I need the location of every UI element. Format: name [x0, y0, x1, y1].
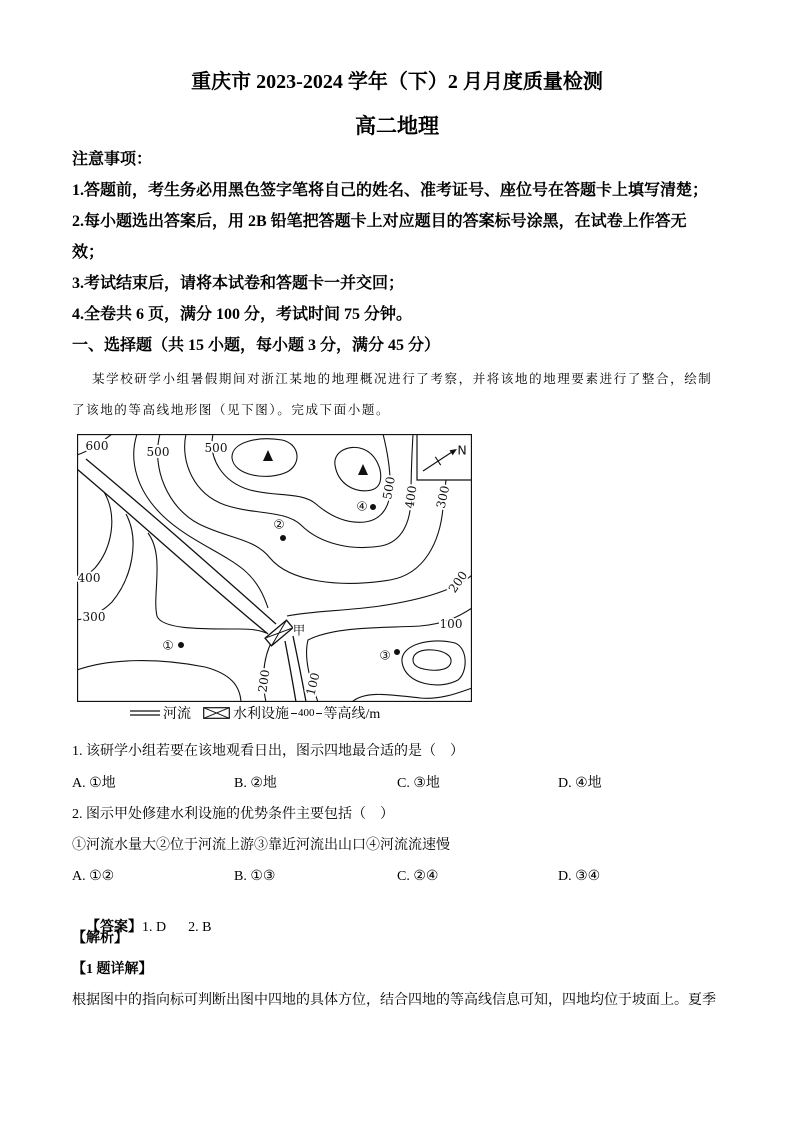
point-label-3: ③: [379, 647, 391, 663]
point-label-2: ②: [273, 516, 285, 532]
notice-line-3: 3.考试结束后，请将本试卷和答题卡一并交回；: [72, 275, 405, 292]
contour-label-500-b: 500: [204, 441, 228, 455]
map-legend: [130, 703, 380, 723]
point-marker-1: [178, 642, 184, 648]
contour-line: [77, 661, 241, 702]
facility-legend-icon: [203, 707, 230, 719]
contour-line: [413, 650, 451, 670]
section-title: 一、选择题（共 15 小题，每小题 3 分，满分 45 分）: [72, 337, 441, 354]
site-label-jia: 甲: [292, 622, 306, 638]
answer-line: [72, 898, 211, 958]
point-marker-2: [280, 535, 286, 541]
river-legend-icon: [130, 708, 160, 718]
point-label-1: ①: [162, 637, 174, 653]
question-1-option-c: C. ③地: [397, 776, 440, 791]
point-label-4: ④: [356, 498, 368, 514]
subject-title: 高二地理: [355, 114, 439, 138]
question-2-statements: ①河流水量大②位于河流上游③靠近河流出山口④河流流速慢: [72, 838, 450, 853]
peak-marker: [358, 464, 368, 475]
notice-heading: 注意事项：: [72, 151, 153, 168]
page-title: 重庆市 2023-2024 学年（下）2 月月度质量检测: [191, 71, 603, 93]
question-1-option-d: D. ④地: [558, 776, 602, 791]
contour-line: [134, 434, 268, 608]
notice-line-2: 2.每小题选出答案后，用 2B 铅笔把答题卡上对应题目的答案标号涂黑，在试卷上作答无: [72, 213, 687, 230]
legend-facility-label: 水利设施: [233, 707, 289, 722]
question-2-option-a: A. ①②: [72, 869, 115, 884]
contour-line: [335, 447, 381, 490]
contour-label-600: 600: [85, 439, 109, 453]
intro-line-2: 了该地的等高线地形图（见下图）。完成下面小题。: [72, 402, 391, 417]
answer-label: 【答案】: [86, 920, 142, 935]
question-2-stem: 2. 图示甲处修建水利设施的优势条件主要包括（ ）: [72, 807, 394, 822]
analysis-text: 根据图中的指向标可判断出图中四地的具体方位，结合四地的等高线信息可知，四地均位于坡面上。夏季: [72, 993, 716, 1008]
answer-2: 2. B: [188, 920, 212, 935]
point-marker-3: [394, 649, 400, 655]
question-2-option-b: B. ①③: [234, 869, 276, 884]
contour-map: [77, 434, 472, 702]
contour-label-400-left: 400: [77, 571, 101, 585]
contour-label-100-bottom: 100: [303, 671, 323, 697]
north-label: N: [457, 442, 467, 458]
contour-line: [402, 641, 465, 685]
contour-legend-dash: [291, 713, 297, 714]
peak-marker: [263, 450, 273, 461]
contour-label-200-bottom: 200: [255, 668, 273, 694]
legend-river-label: 河流: [163, 707, 191, 722]
question-1-option-a: A. ①地: [72, 776, 116, 791]
contour-label-200-right: 200: [445, 568, 471, 596]
notice-line-1: 1.答题前，考生务必用黑色签字笔将自己的姓名、准考证号、座位号在答题卡上填写清楚；: [72, 182, 709, 199]
contour-legend-dash: [316, 713, 322, 714]
contour-label-300-right: 300: [433, 484, 453, 510]
contour-line: [158, 434, 446, 583]
dam-symbol: [265, 620, 293, 646]
point-marker-4: [370, 504, 376, 510]
contour-label-300-left: 300: [82, 610, 106, 624]
question-2-option-c: C. ②④: [397, 869, 439, 884]
answer-1: 1. D: [142, 920, 167, 935]
question-1-stem: 1. 该研学小组若要在该地观看日出，图示四地最合适的是（ ）: [72, 744, 464, 759]
notice-line-2-cont: 效；: [72, 244, 105, 261]
river-bank: [285, 641, 296, 702]
contour-label-100-right: 100: [439, 617, 463, 631]
legend-contour-value: 400: [298, 707, 315, 719]
notice-line-4: 4.全卷共 6 页，满分 100 分，考试时间 75 分钟。: [72, 306, 413, 323]
contour-line: [77, 492, 112, 579]
intro-line-1: 某学校研学小组暑假期间对浙江某地的地理概况进行了考察，并将该地的地理要素进行了整合，绘制: [92, 371, 713, 386]
contour-label-400-right: 400: [402, 484, 420, 510]
north-arrow-icon: [423, 449, 457, 471]
contour-label-500-c: 500: [380, 475, 398, 501]
question-1-option-b: B. ②地: [234, 776, 277, 791]
legend-contour-label: 等高线/m: [323, 707, 381, 722]
analysis-label: 【解析】: [72, 931, 128, 946]
contour-line: [232, 439, 297, 477]
contour-line: [77, 514, 133, 620]
detail-heading: 【1 题详解】: [72, 962, 153, 977]
contour-label-500-a: 500: [146, 445, 170, 459]
contour-line: [352, 688, 472, 702]
question-2-option-d: D. ③④: [558, 869, 601, 884]
